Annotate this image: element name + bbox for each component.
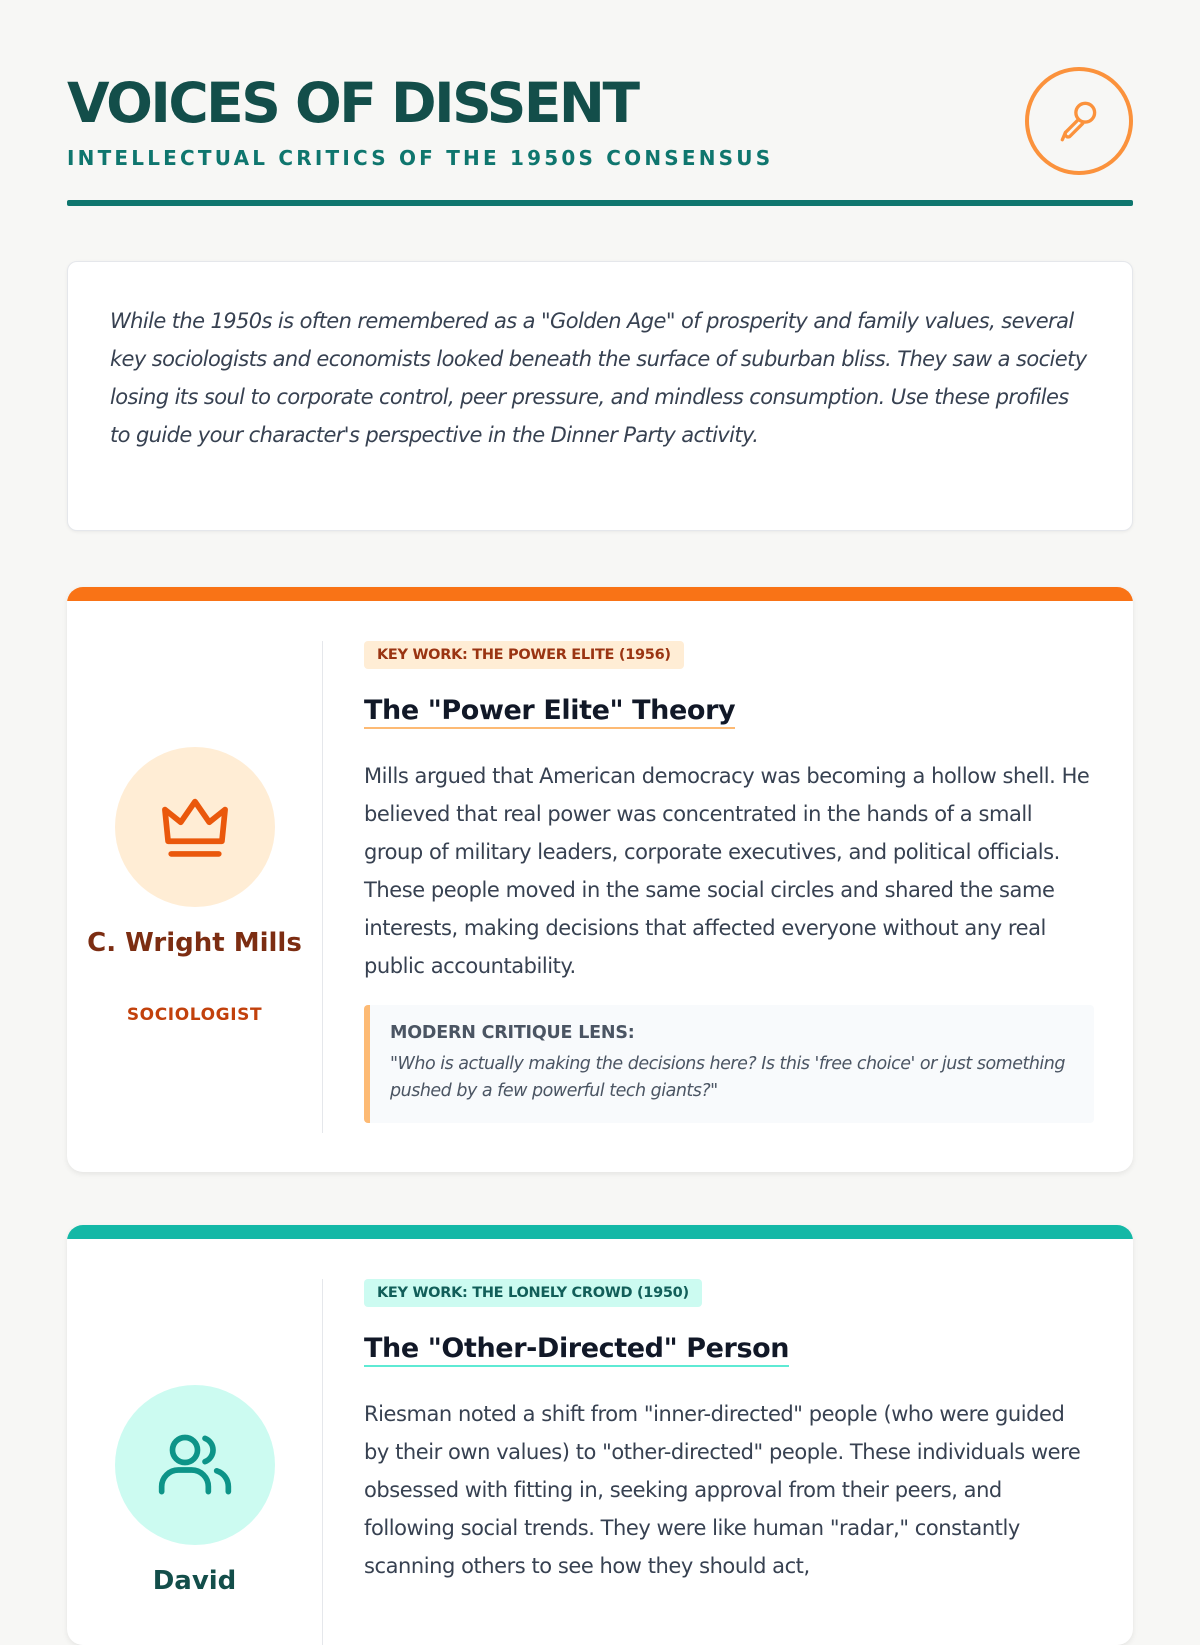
- theory-title: The "Power Elite" Theory: [364, 695, 735, 729]
- person-name: David: [152, 1566, 237, 1596]
- page-header: [67, 0, 1133, 206]
- microphone-badge: [1025, 67, 1133, 175]
- critique-lens-box: [364, 1005, 1094, 1123]
- critique-lens-label: MODERN CRITIQUE LENS:: [390, 1023, 635, 1043]
- critique-lens-quote: "Who is actually making the decisions here? Is this 'free choice' or just something pushed by a few powerful tech giants?": [390, 1054, 1065, 1101]
- page: [67, 0, 1133, 1596]
- person-role: SOCIOLOGIST: [126, 1005, 263, 1025]
- avatar: [115, 1385, 275, 1545]
- users-icon: [155, 1425, 235, 1505]
- key-work-badge: KEY WORK: THE POWER ELITE (1956): [364, 641, 684, 669]
- column-divider: [322, 641, 323, 1133]
- page-subtitle: INTELLECTUAL CRITICS OF THE 1950S CONSENSUS: [67, 146, 774, 170]
- column-divider: [322, 1279, 323, 1645]
- intro-text: While the 1950s is often remembered as a "Golden Age" of prosperity and family values, several key sociologists and economists looked beneath the surface of suburban bliss. They saw a society losing its soul to corporate control, peer pressure, and mindless consumption. Use these profiles to guide your character's perspective in the Dinner Party activity.: [110, 309, 1087, 447]
- theory-title: The "Other-Directed" Person: [364, 1333, 789, 1367]
- intro-box: [67, 261, 1133, 531]
- page-title: VOICES OF DISSENT: [67, 71, 638, 135]
- crown-icon: [157, 789, 233, 865]
- card-accent-bar: [67, 587, 1133, 601]
- avatar: [115, 747, 275, 907]
- theory-description: Mills argued that American democracy was becoming a hollow shell. He believed that real power was concentrated in the hands of a small group of military leaders, corporate executives, and political officials. These people moved in the same social circles and shared the same interests, making decisions that affected everyone without any real public accountability.: [364, 764, 1090, 978]
- card-accent-bar: [67, 1225, 1133, 1239]
- person-name: C. Wright Mills: [87, 928, 302, 958]
- profile-content: [364, 641, 1094, 1123]
- header-divider: [67, 200, 1133, 206]
- profile-content: [364, 1279, 1094, 1585]
- profile-card-mills: [67, 587, 1133, 1172]
- profile-card-riesman: [67, 1225, 1133, 1645]
- key-work-badge: KEY WORK: THE LONELY CROWD (1950): [364, 1279, 702, 1307]
- theory-description: Riesman noted a shift from "inner-directed" people (who were guided by their own values) to "other-directed" people. These individuals were obsessed with fitting in, seeking approval from their peers, and following social trends. They were like human "radar," constantly scanning others to see how they should act,: [364, 1402, 1081, 1578]
- microphone-icon: [1054, 96, 1104, 146]
